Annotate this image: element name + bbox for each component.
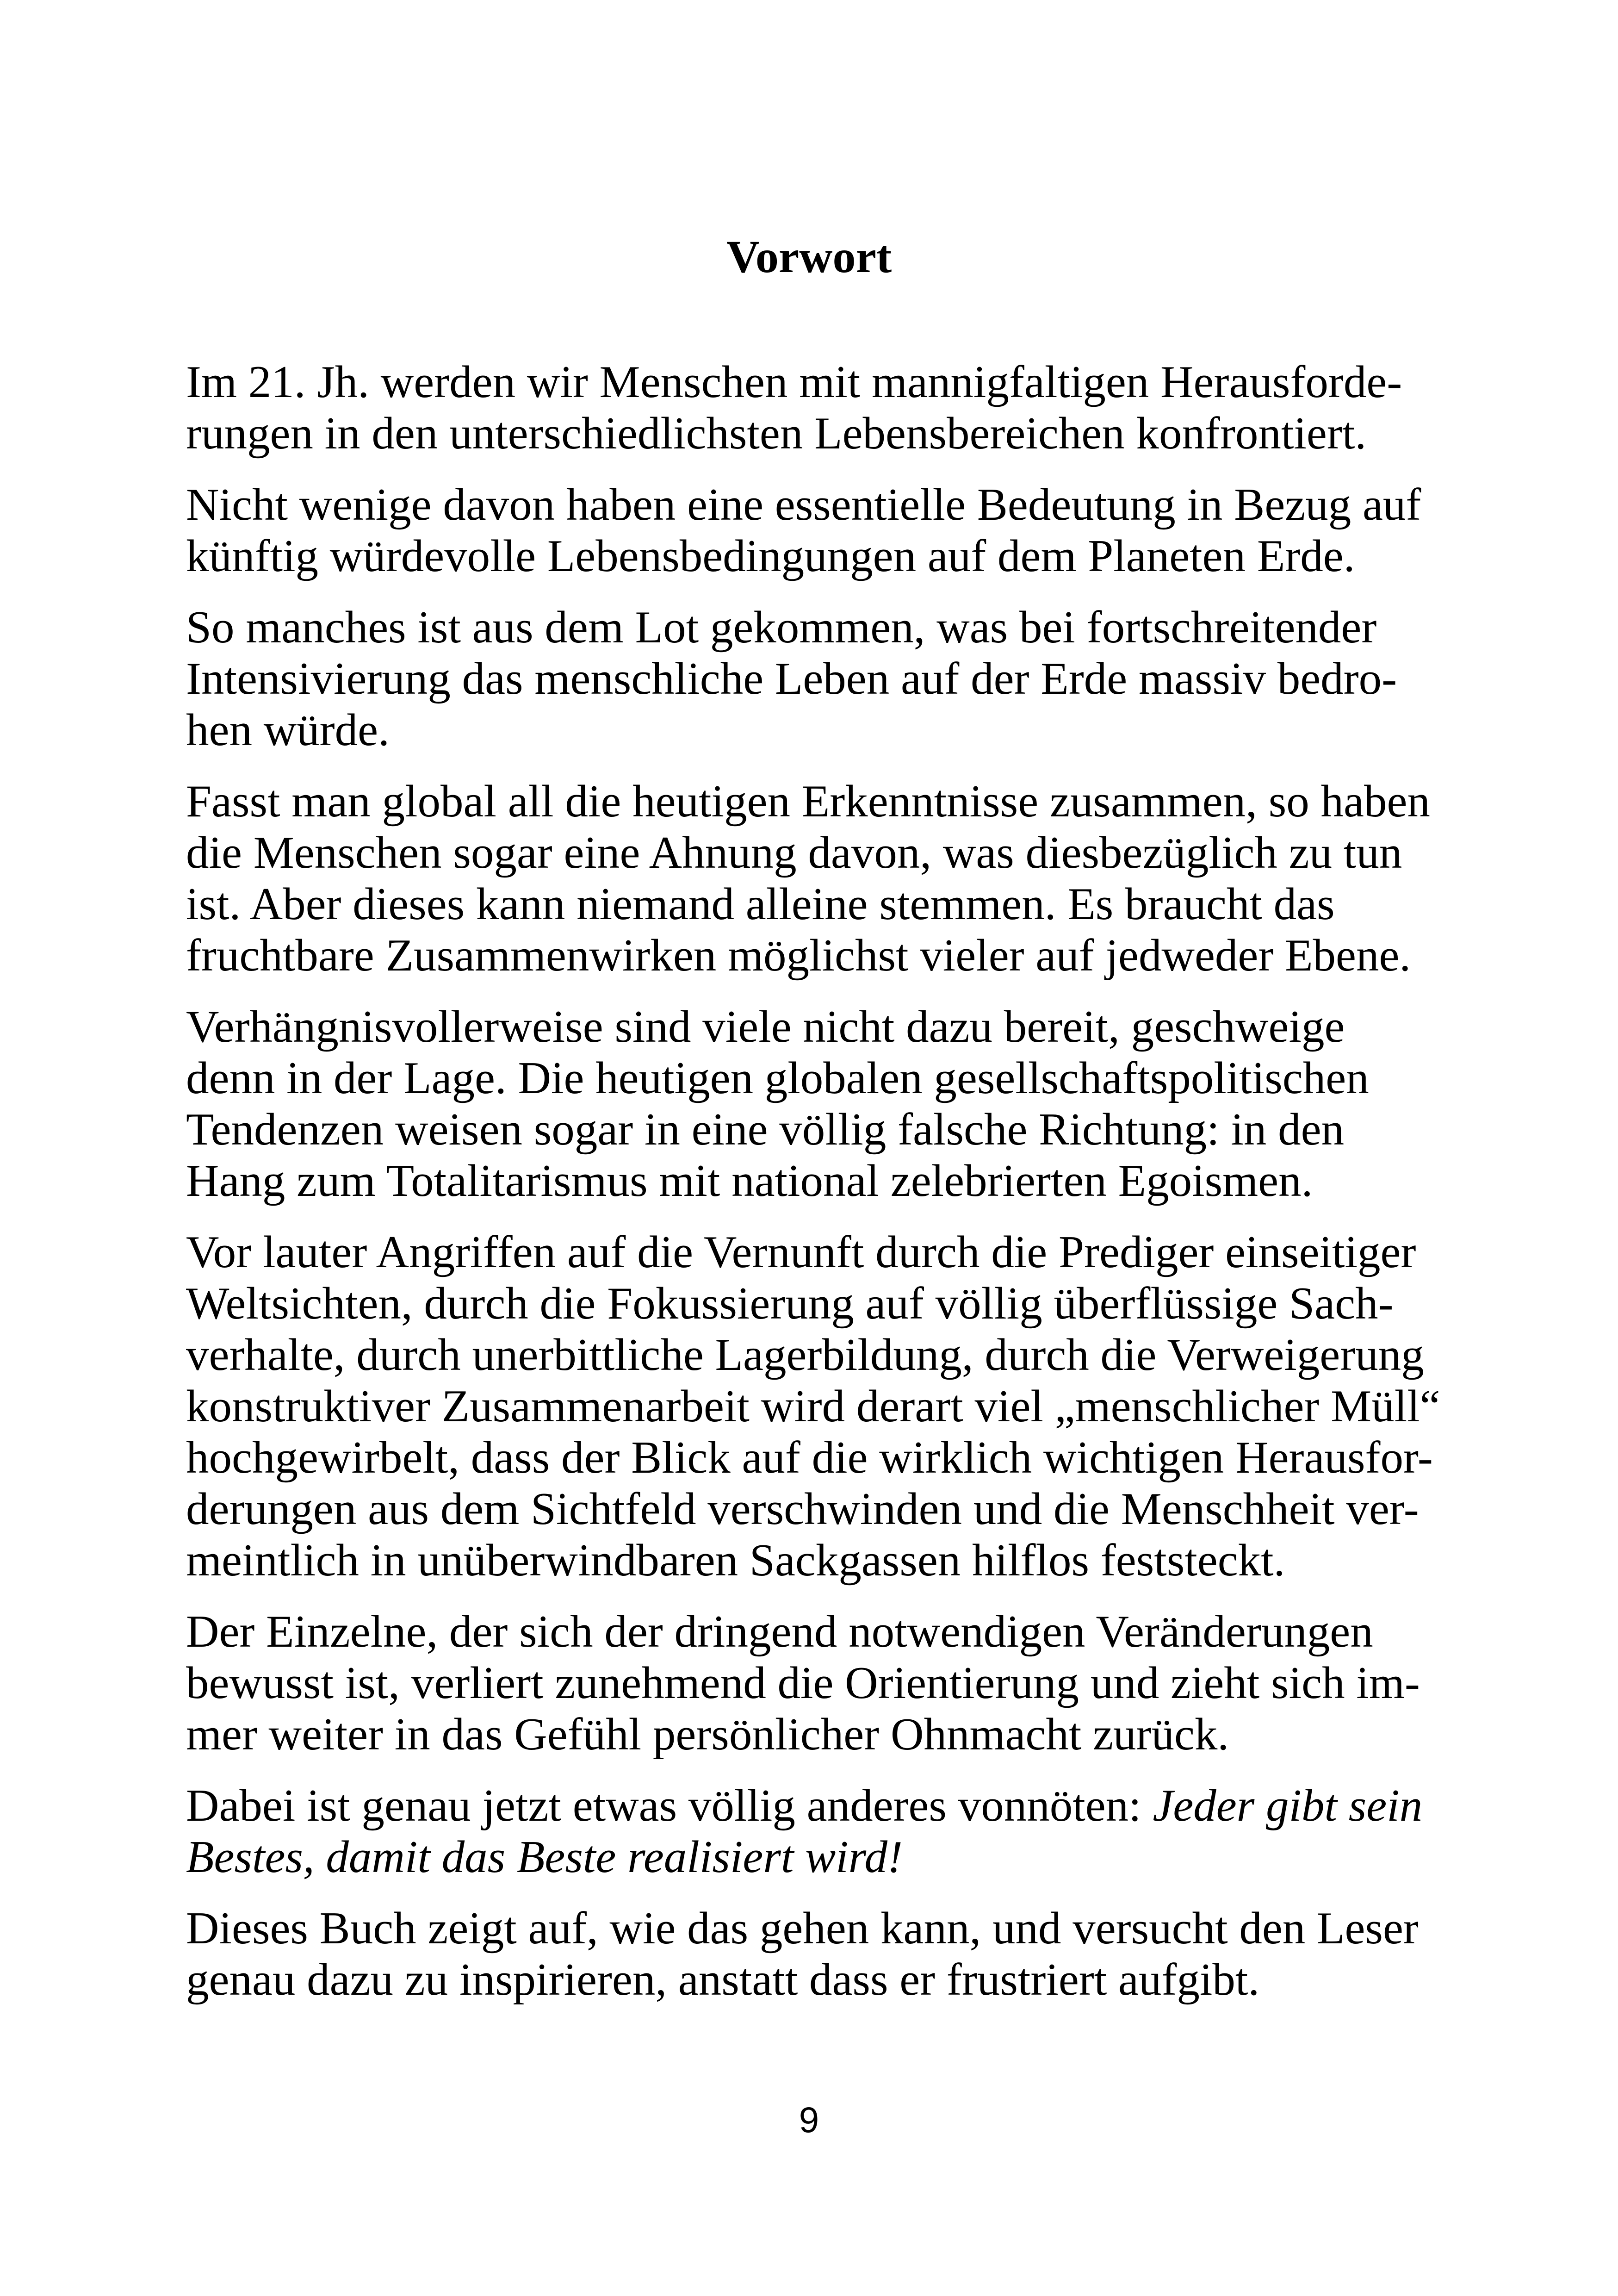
text-line: bewusst ist, verliert zunehmend die Orientierung und zieht sich im-: [186, 1658, 1420, 1708]
text-line: künftig würdevolle Lebensbedingungen auf dem Planeten Erde.: [186, 531, 1355, 581]
body-text: [186, 356, 1440, 2025]
text-line: Hang zum Totalitarismus mit national zelebrierten Egoismen.: [186, 1156, 1313, 1206]
paragraph-7: [186, 1606, 1435, 1760]
text-run-italic: Jeder gibt sein: [1153, 1780, 1423, 1831]
text-line: konstruktiver Zusammenarbeit wird derart viel „menschlicher Müll“: [186, 1381, 1440, 1431]
page-title: Vorwort: [726, 231, 892, 282]
text-line: ist. Aber dieses kann niemand alleine stemmen. Es braucht das: [186, 879, 1335, 929]
text-line: genau dazu zu inspirieren, anstatt dass er frustriert aufgibt.: [186, 1954, 1260, 2005]
text-line: Nicht wenige davon haben eine essentielle Bedeutung in Bezug auf: [186, 479, 1421, 530]
text-run-normal: Dabei ist genau jetzt etwas völlig anderes vonnöten:: [186, 1780, 1153, 1831]
paragraph-4: [186, 776, 1435, 981]
text-line-italic: Bestes, damit das Beste realisiert wird!: [186, 1832, 903, 1882]
text-line: Der Einzelne, der sich der dringend notwendigen Veränderungen: [186, 1606, 1373, 1657]
text-line: verhalte, durch unerbittliche Lagerbildung, durch die Verweigerung: [186, 1330, 1424, 1380]
paragraph-3: [186, 602, 1435, 756]
text-line: Dieses Buch zeigt auf, wie das gehen kann, und versucht den Leser: [186, 1903, 1419, 1954]
text-line: rungen in den unterschiedlichsten Lebensbereichen konfrontiert.: [186, 408, 1367, 459]
text-line: derungen aus dem Sichtfeld verschwinden und die Menschheit ver-: [186, 1484, 1419, 1534]
text-line: fruchtbare Zusammenwirken möglichst vieler auf jedweder Ebene.: [186, 930, 1411, 981]
text-line: hen würde.: [186, 705, 390, 755]
text-line: mer weiter in das Gefühl persönlicher Ohnmacht zurück.: [186, 1709, 1229, 1760]
paragraph-8: [186, 1780, 1435, 1883]
text-line: So manches ist aus dem Lot gekommen, was bei fortschreitender: [186, 602, 1377, 653]
text-line: Weltsichten, durch die Fokussierung auf völlig überflüssige Sach-: [186, 1278, 1394, 1329]
text-line: Intensivierung das menschliche Leben auf der Erde massiv bedro-: [186, 653, 1397, 704]
text-line: meintlich in unüberwindbaren Sackgassen hilflos feststeckt.: [186, 1535, 1285, 1586]
text-line: Fasst man global all die heutigen Erkenntnisse zusammen, so haben: [186, 776, 1430, 827]
text-line: die Menschen sogar eine Ahnung davon, was diesbezüglich zu tun: [186, 828, 1402, 878]
paragraph-2: [186, 479, 1435, 582]
text-line: hochgewirbelt, dass der Blick auf die wirklich wichtigen Herausfor-: [186, 1432, 1433, 1483]
text-line: [186, 1780, 1435, 1831]
text-line: Tendenzen weisen sogar in eine völlig falsche Richtung: in den: [186, 1104, 1345, 1155]
paragraph-6: [186, 1226, 1440, 1586]
paragraph-9: [186, 1903, 1435, 2005]
text-line: Im 21. Jh. werden wir Menschen mit mannigfaltigen Herausforde-: [186, 357, 1402, 407]
paragraph-1: [186, 356, 1435, 459]
paragraph-5: [186, 1001, 1435, 1207]
text-line: Vor lauter Angriffen auf die Vernunft durch die Prediger einseitiger: [186, 1227, 1416, 1277]
text-line: denn in der Lage. Die heutigen globalen gesellschaftspolitischen: [186, 1053, 1369, 1103]
page-number: 9: [799, 2099, 819, 2140]
text-line: Verhängnisvollerweise sind viele nicht dazu bereit, geschweige: [186, 1002, 1345, 1052]
